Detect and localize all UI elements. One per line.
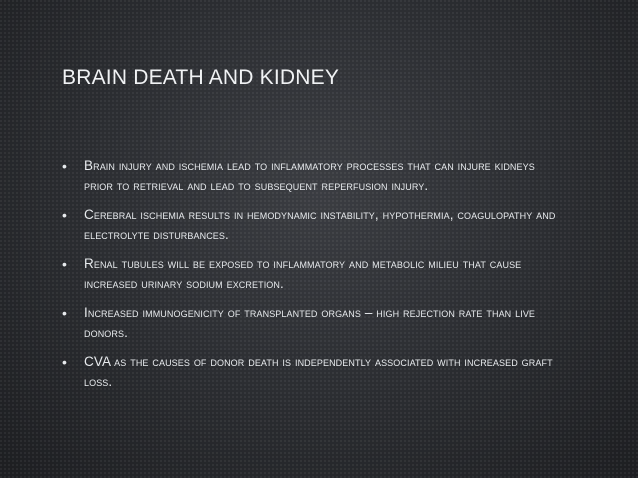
bullet-item [62, 303, 562, 343]
bullet-text: CVA as the causes of donor death is independently associated with increased graft loss. [84, 354, 553, 389]
bullet-item [62, 254, 562, 294]
bullet-icon: • [62, 158, 68, 174]
bullet-list [62, 156, 562, 401]
bullet-icon: • [62, 256, 68, 272]
bullet-item [62, 156, 562, 196]
bullet-icon: • [62, 305, 68, 321]
slide-title: BRAIN DEATH AND KIDNEY [62, 66, 340, 89]
bullet-icon: • [62, 207, 68, 223]
bullet-text: Brain injury and ischemia lead to inflammatory processes that can injure kidneys prior to retrieval and lead to subsequent reperfusion injury. [84, 158, 535, 193]
bullet-icon: • [62, 354, 68, 370]
bullet-text: Renal tubules will be exposed to inflammatory and metabolic milieu that cause increased urinary sodium excretion. [84, 256, 522, 291]
bullet-text: Increased immunogenicity of transplanted organs – high rejection rate than live donors. [84, 305, 536, 340]
bullet-item [62, 205, 562, 245]
bullet-text: Cerebral ischemia results in hemodynamic instability, hypothermia, coagulopathy and electrolyte disturbances. [84, 207, 556, 242]
bullet-item [62, 352, 562, 392]
